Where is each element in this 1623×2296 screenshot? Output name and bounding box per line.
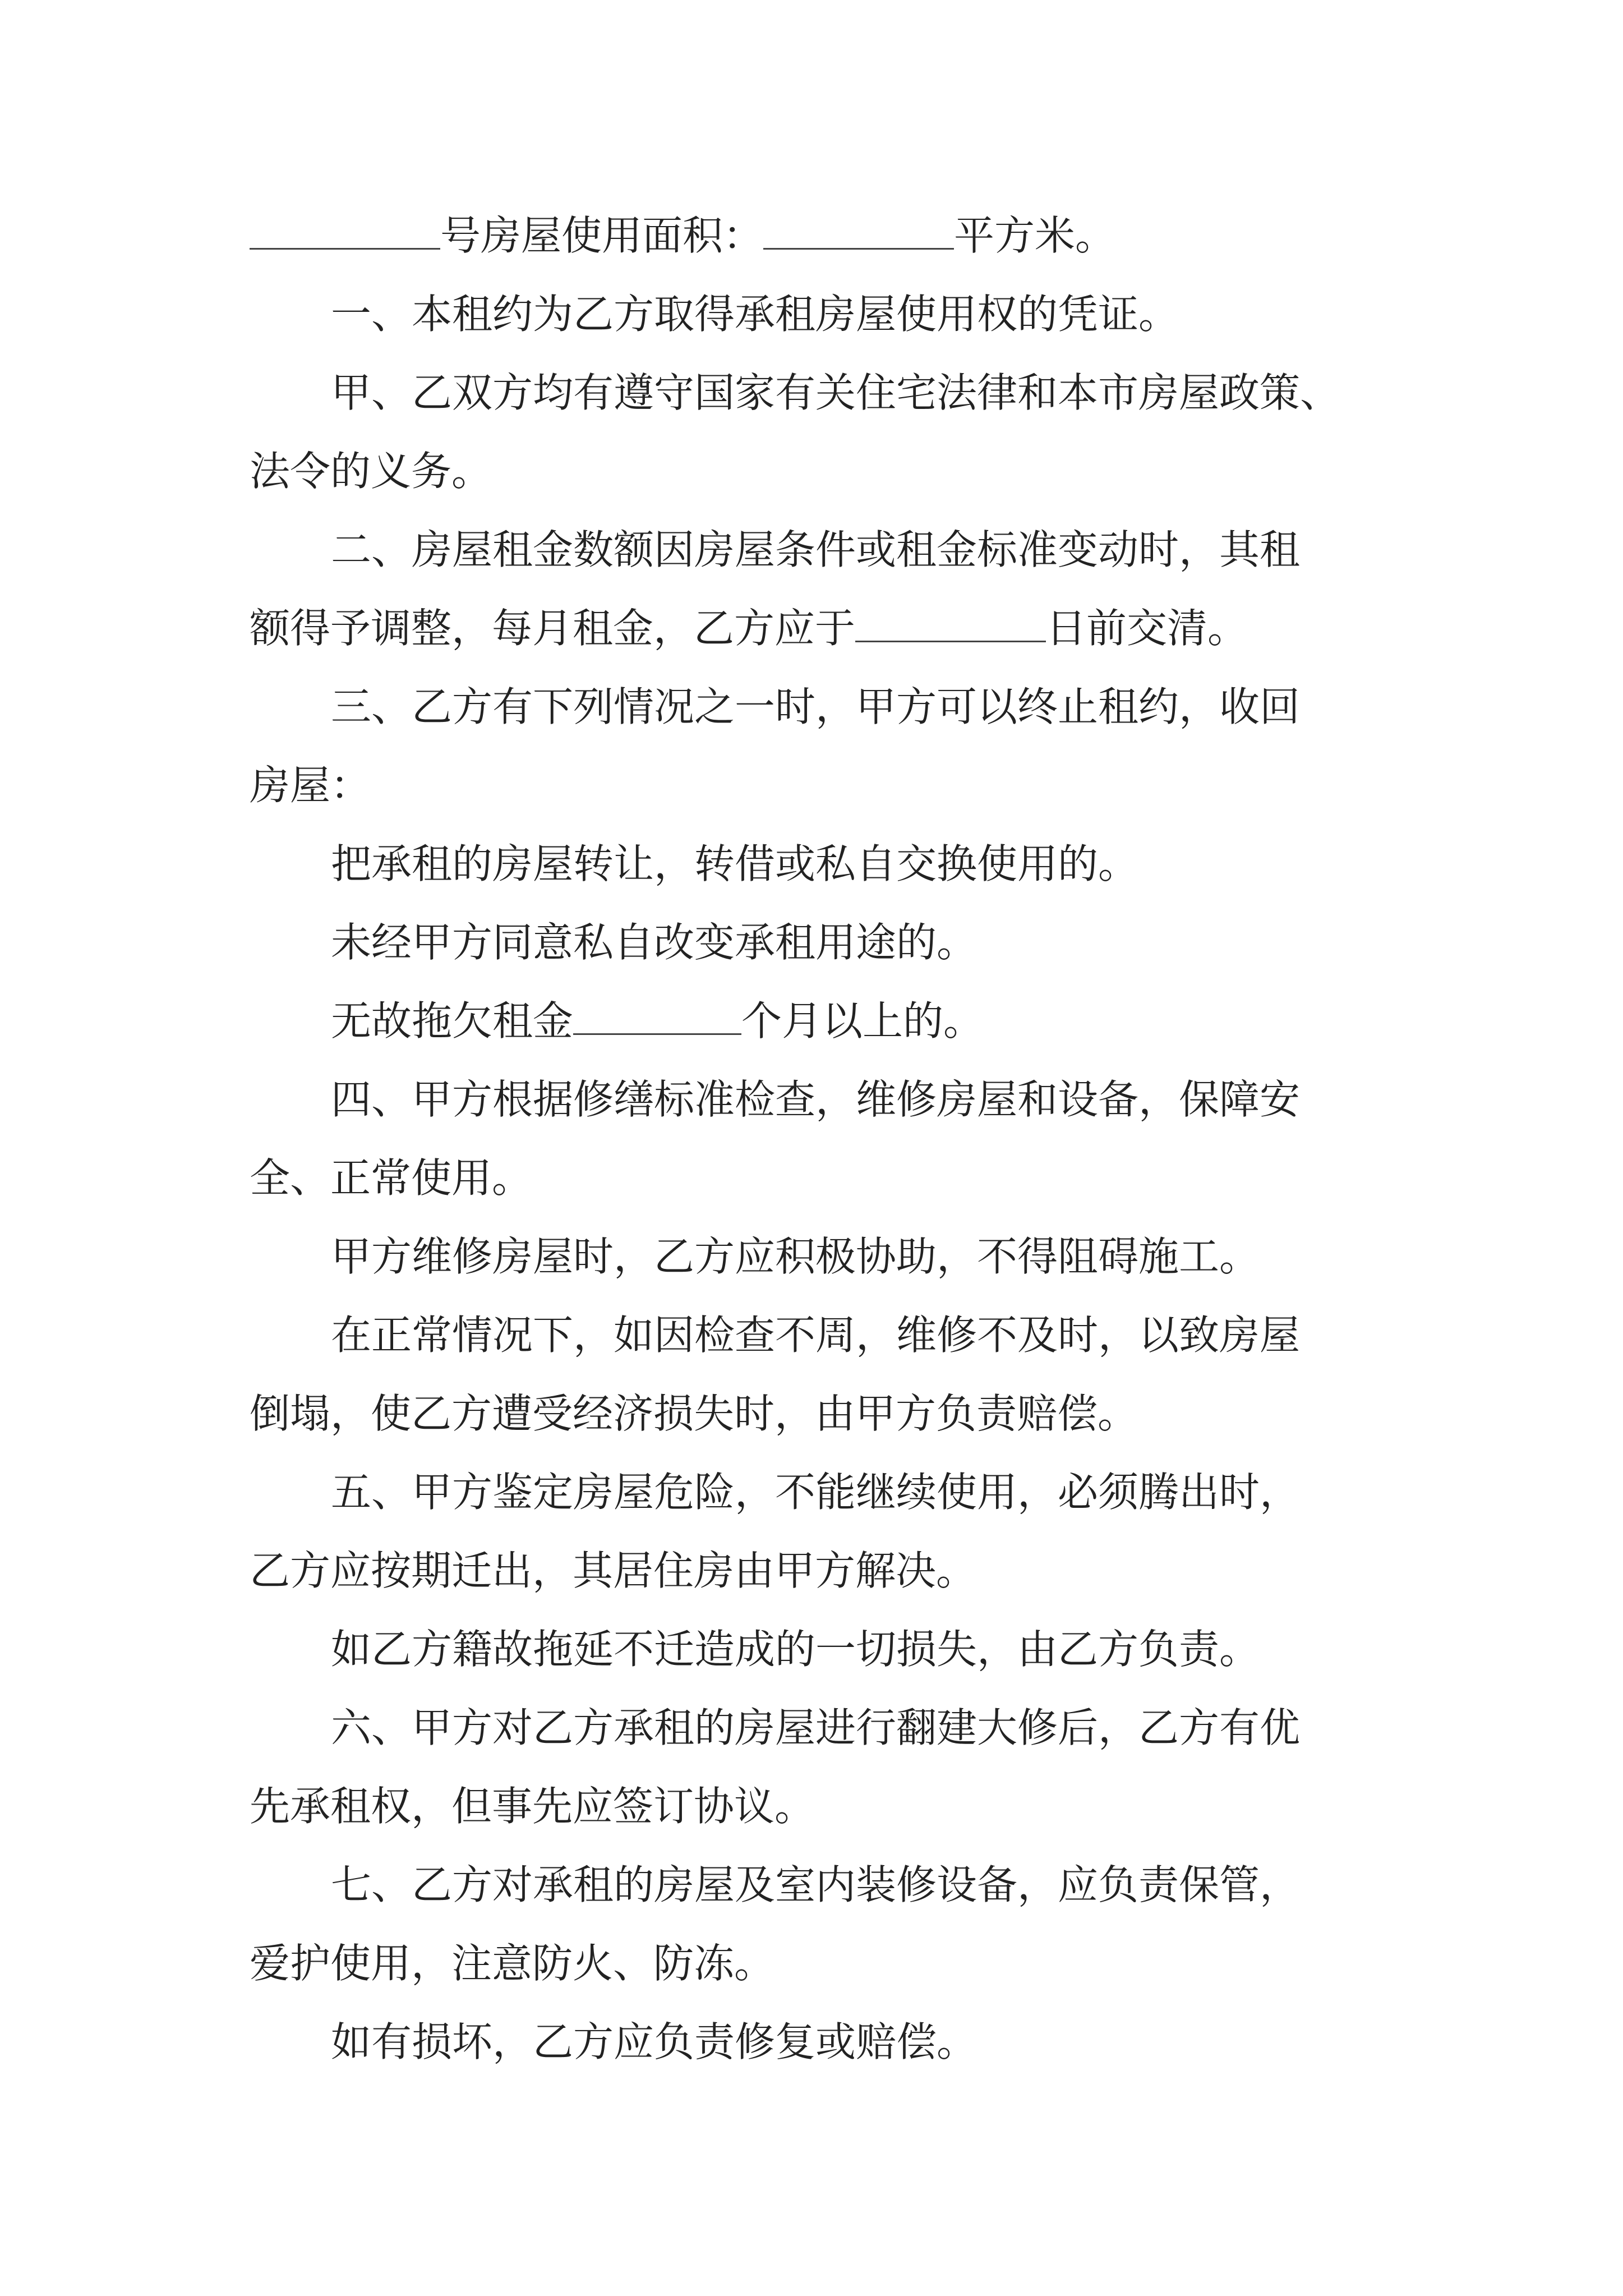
blank-rent-day	[855, 607, 1046, 642]
clause-3-item-1: 把承租的房屋转让，转借或私自交换使用的。	[331, 840, 1139, 887]
clause-7-text-a: 七、乙方对承租的房屋及室内装修设备，应负责保管，	[331, 1861, 1301, 1908]
arrears-text: 无故拖欠租金	[331, 997, 574, 1045]
rent-text: 额得予调整，每月租金，乙方应于	[250, 605, 856, 652]
clause-3-text-b: 房屋：	[250, 762, 371, 809]
clause-2-text-b	[250, 600, 1248, 656]
clause-4-text-b: 全、正常使用。	[250, 1154, 533, 1202]
clause-4-text-d: 在正常情况下，如因检查不周，维修不及时，以致房屋	[331, 1312, 1301, 1359]
arrears-unit-text: 个月以上的。	[741, 997, 984, 1045]
clause-1-text-b: 法令的义务。	[250, 448, 492, 495]
clause-4-text-c: 甲方维修房屋时，乙方应积极协助，不得阻碍施工。	[331, 1233, 1260, 1280]
blank-area-value	[763, 214, 954, 250]
blank-house-number	[250, 214, 440, 250]
area-unit: 平方米。	[954, 212, 1116, 259]
clause-2-text-a: 二、房屋租金数额因房屋条件或租金标准变动时，其租	[331, 526, 1301, 573]
clause-4-text-e: 倒塌，使乙方遭受经济损失时，由甲方负责赔偿。	[250, 1390, 1138, 1437]
clause-6-text-a: 六、甲方对乙方承租的房屋进行翻建大修后，乙方有优	[331, 1704, 1301, 1751]
clause-7-text-b: 爱护使用，注意防火、防冻。	[250, 1940, 775, 1987]
clause-6-text-b: 先承租权，但事先应签订协议。	[250, 1783, 815, 1830]
clause-3-text-a: 三、乙方有下列情况之一时，甲方可以终止租约，收回	[331, 683, 1301, 730]
area-line	[250, 208, 1115, 264]
rent-deadline-text: 日前交清。	[1046, 605, 1248, 652]
clause-7-text-c: 如有损坏，乙方应负责修复或赔偿。	[331, 2018, 978, 2065]
clause-5-text-c: 如乙方籍故拖延不迁造成的一切损失，由乙方负责。	[331, 1626, 1260, 1673]
clause-5-text-a: 五、甲方鉴定房屋危险，不能继续使用，必须腾出时，	[331, 1469, 1301, 1516]
blank-arrears-months	[573, 1000, 741, 1035]
clause-3-item-2: 未经甲方同意私自改变承租用途的。	[331, 919, 978, 966]
clause-3-item-3	[331, 993, 984, 1049]
area-label: 号房屋使用面积：	[440, 212, 764, 259]
clause-4-text-a: 四、甲方根据修缮标准检查，维修房屋和设备，保障安	[331, 1076, 1301, 1123]
clause-5-text-b: 乙方应按期迁出，其居住房由甲方解决。	[250, 1547, 977, 1594]
clause-1-heading: 一、本租约为乙方取得承租房屋使用权的凭证。	[331, 291, 1179, 338]
clause-1-text-a: 甲、乙双方均有遵守国家有关住宅法律和本市房屋政策、	[331, 369, 1341, 416]
